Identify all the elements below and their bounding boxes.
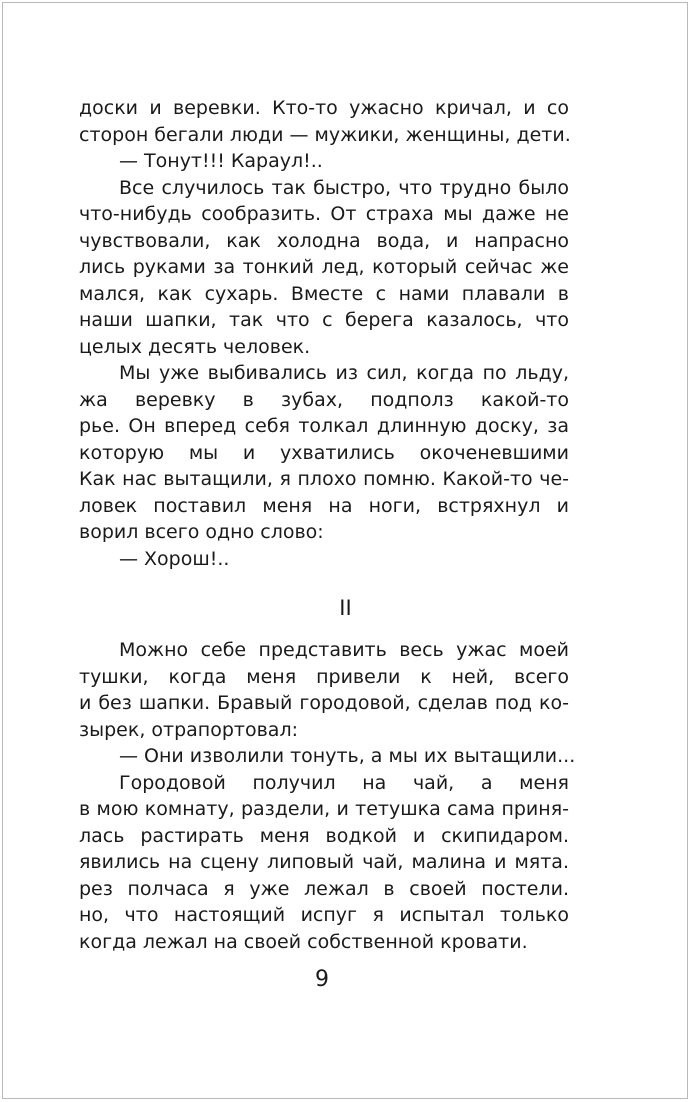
text-line: тушки, когда меня привели к ней, всего [79, 665, 569, 688]
text-line: доски и веревки. Кто-то ужасно кричал, и со [79, 97, 569, 119]
text-line: чувствовали, как холодна вода, и напрасно [79, 229, 569, 252]
text-line: Все случилось так быстро, что трудно было [119, 176, 569, 199]
text-line: Городовой получил на чай, а меня [119, 771, 569, 794]
text-line: — Они изволили тонуть, а мы их вытащили... [119, 745, 576, 767]
text-line: зырек, отрапортовал: [79, 718, 298, 741]
text-line: в мою комнату, раздели, и тетушка сама приня- [79, 798, 569, 820]
text-line: мался, как сухарь. Вместе с нами плавали в [79, 282, 569, 305]
text-line: ворил всего одно слово: [79, 521, 324, 543]
text-block-part-1 [79, 95, 569, 572]
text-line: лась растирать меня водкой и скипидаром. [79, 824, 569, 847]
text-line: жа веревку в зубах, подполз какой-то [79, 388, 569, 411]
text-line: которую мы и ухватились окоченевшими [79, 441, 569, 464]
text-line: наши шапки, так что с берега казалось, что [79, 309, 569, 331]
text-line: явились на сцену липовый чай, малина и мята. [79, 851, 569, 873]
text-line: целых десять человек. [79, 335, 311, 358]
text-line: Мы уже выбивались из сил, когда по льду, [119, 362, 569, 384]
text-line: Можно себе представить весь ужас моей [119, 639, 569, 661]
text-line: Как нас вытащили, я плохо помню. Какой-то че- [79, 468, 569, 490]
text-line: когда лежал на своей собственной кровати. [79, 930, 528, 953]
text-line: — Хорош!.. [119, 547, 230, 570]
text-line: что-нибудь сообразить. От страха мы даже не [79, 203, 569, 225]
text-line: — Тонут!!! Караул!.. [119, 150, 323, 172]
text-line: рье. Он вперед себя толкал длинную доску, за [79, 415, 569, 437]
text-block-part-2 [79, 637, 576, 955]
text-line: и без шапки. Бравый городовой, сделав под ко- [79, 692, 569, 714]
text-line: ловек поставил меня на ноги, встряхнул и [79, 494, 569, 517]
text-line: рез полчаса я уже лежал в своей постели. [79, 877, 569, 900]
section-heading: II [339, 596, 352, 620]
text-line: сторон бегали люди — мужики, женщины, дети. [79, 123, 571, 146]
text-line: лись руками за тонкий лед, который сейчас же [79, 256, 569, 278]
page-number: 9 [315, 967, 329, 992]
text-line: но, что настоящий испуг я испытал только [79, 904, 569, 926]
